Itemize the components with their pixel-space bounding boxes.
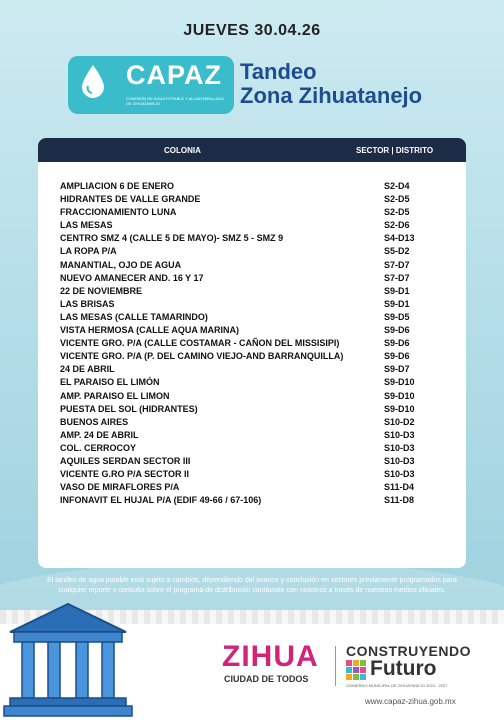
colonia-cell: LAS BRISAS [60,298,115,309]
colonia-cell: COL. CERROCOY [60,442,137,453]
colonia-cell: MANANTIAL, OJO DE AGUA [60,259,182,270]
table-row [38,363,466,376]
table-row [38,403,466,416]
colonia-cell: VICENTE GRO. P/A (CALLE COSTAMAR - CAÑON DEL MISSISIPI) [60,338,340,349]
table-body [38,180,466,507]
page-title [240,60,422,108]
colonia-cell: FRACCIONAMIENTO LUNA [60,207,177,218]
sector-cell: S9-D6 [384,351,410,362]
logo-subtitle: COMISIÓN DE AGUA POTABLE Y ALCANTARILLADO DE ZIHUATANEJO [126,96,224,106]
sector-cell: S5-D2 [384,246,410,257]
colonia-cell: VISTA HERMOSA (CALLE AQUA MARINA) [60,325,239,336]
sector-cell: S7-D7 [384,272,410,283]
colonia-cell: EL PARAISO EL LIMÓN [60,377,160,388]
table-row [38,219,466,232]
zihua-tagline: CIUDAD DE TODOS [224,674,309,684]
table-row [38,468,466,481]
colonia-cell: LA ROPA P/A [60,246,117,257]
slogan-main: Futuro [370,657,437,680]
title-line-1: Tandeo [240,59,317,84]
zihua-logo: ZIHUA [222,640,319,673]
sector-cell: S10-D2 [384,416,415,427]
capaz-logo [68,56,234,114]
sector-cell: S4-D13 [384,233,415,244]
logo-name: CAPAZ [126,60,222,90]
futuro-grid-icon [346,660,366,680]
sector-cell: S9-D10 [384,377,415,388]
table-row [38,232,466,245]
slogan-top: CONSTRUYENDO [346,643,472,659]
table-row [38,298,466,311]
sector-cell: S11-D4 [384,482,415,493]
column-header-sector: SECTOR | DISTRITO [356,146,434,155]
sector-cell: S9-D7 [384,364,410,375]
colonia-cell: AMP. PARAISO EL LIMON [60,390,170,401]
colonia-cell: HIDRANTES DE VALLE GRANDE [60,194,201,205]
table-row [38,206,466,219]
colonia-cell: INFONAVIT EL HUJAL P/A (EDIF 49-66 / 67-106) [60,495,262,506]
schedule-table [38,138,466,568]
sector-cell: S9-D10 [384,403,415,414]
table-row [38,285,466,298]
table-row [38,272,466,285]
sector-cell: S9-D10 [384,390,415,401]
colonia-cell: VICENTE GRO. P/A (P. DEL CAMINO VIEJO-AND BARRANQUILLA) [60,351,344,362]
sector-cell: S9-D1 [384,285,410,296]
table-row [38,429,466,442]
table-row [38,245,466,258]
sector-cell: S10-D3 [384,469,415,480]
colonia-cell: VASO DE MIRAFLORES P/A [60,482,180,493]
website-url: www.capaz-zihua.gob.mx [365,697,456,706]
sector-cell: S9-D1 [384,298,410,309]
table-row [38,416,466,429]
colonia-cell: NUEVO AMANECER AND. 16 Y 17 [60,272,204,283]
table-row [38,455,466,468]
colonia-cell: PUESTA DEL SOL (HIDRANTES) [60,403,198,414]
colonia-cell: BUENOS AIRES [60,416,129,427]
colonia-cell: CENTRO SMZ 4 (CALLE 5 DE MAYO)- SMZ 5 - SMZ 9 [60,233,284,244]
table-row [38,494,466,507]
table-row [38,376,466,389]
table-row [38,324,466,337]
table-row [38,442,466,455]
colonia-cell: AMP. 24 DE ABRIL [60,429,139,440]
colonia-cell: AQUILES SERDAN SECTOR III [60,455,191,466]
date-heading: JUEVES 30.04.26 [183,22,321,39]
table-header [38,138,466,162]
sector-cell: S11-D8 [384,495,415,506]
footer-divider [335,646,336,686]
table-row [38,337,466,350]
sector-cell: S2-D5 [384,207,410,218]
table-row [38,481,466,494]
sector-cell: S7-D7 [384,259,410,270]
sector-cell: S2-D6 [384,220,410,231]
sector-cell: S9-D5 [384,311,410,322]
table-row [38,180,466,193]
notice-text: El tandeo de agua potable está sujeto a cambios, dependiendo del avance y conclusión en sectores previamente programados para cualquier reporte o consulta sobre el programa de distribución contáctate con nosotros a través de nuestros medios oficiales. [47,577,457,594]
colonia-cell: 24 DE ABRIL [60,364,115,375]
column-header-colonia: COLONIA [164,146,201,155]
water-drop-icon [80,64,106,100]
slogan-subtitle: GOBIERNO MUNICIPAL DE ZIHUATANEJO 2024 - 2027 [346,683,448,688]
sector-cell: S9-D6 [384,325,410,336]
table-row [38,350,466,363]
colonia-cell: LAS MESAS (CALLE TAMARINDO) [60,311,208,322]
colonia-cell: AMPLIACION 6 DE ENERO [60,181,175,191]
sector-cell: S10-D3 [384,455,415,466]
table-row [38,259,466,272]
table-row [38,390,466,403]
table-row [38,311,466,324]
title-line-2: Zona Zihuatanejo [240,83,423,108]
government-building-icon [0,602,150,720]
sector-cell: S2-D4 [384,181,410,191]
sector-cell: S10-D3 [384,442,415,453]
sector-cell: S9-D6 [384,338,410,349]
sector-cell: S10-D3 [384,429,415,440]
table-row [38,193,466,206]
colonia-cell: VICENTE G.RO P/A SECTOR II [60,469,190,480]
sector-cell: S2-D5 [384,194,410,205]
colonia-cell: 22 DE NOVIEMBRE [60,285,143,296]
colonia-cell: LAS MESAS [60,220,113,231]
